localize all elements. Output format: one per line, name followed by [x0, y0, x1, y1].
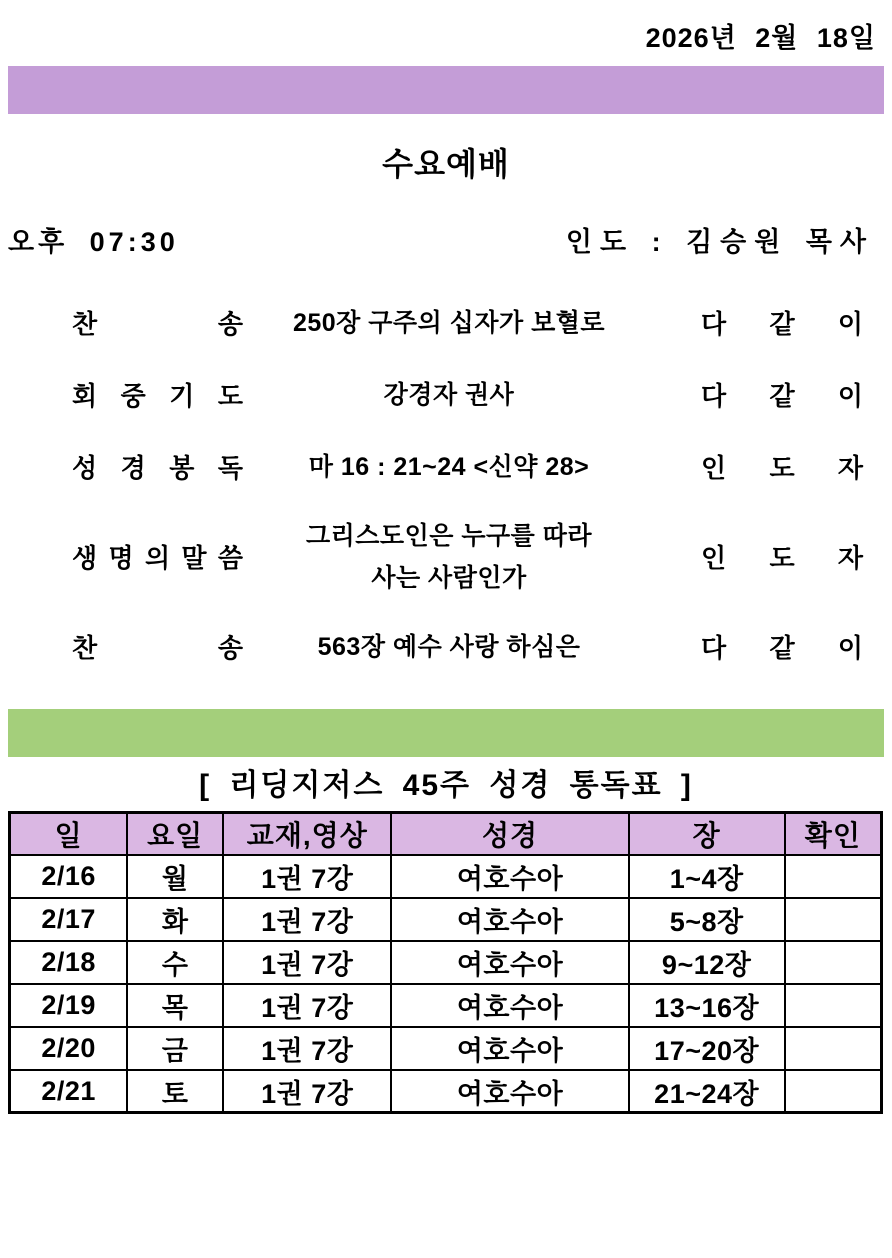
content-line: 사는 사람인가 — [371, 563, 527, 592]
table-row — [10, 898, 882, 941]
service-row-hymn-2 — [0, 623, 892, 671]
cell-date: 2/18 — [10, 941, 128, 984]
service-item-label: 찬 송 — [72, 309, 243, 340]
content-line: 그리스도인은 누구를 따라 — [305, 521, 593, 550]
cell-material: 1권 7강 — [223, 1027, 391, 1070]
cell-weekday: 금 — [127, 1027, 223, 1070]
green-divider-bar — [8, 709, 884, 757]
service-item-who: 다 같 이 — [701, 633, 863, 664]
service-item-label: 성 경 봉 독 — [72, 453, 243, 484]
service-item-who: 인 도 자 — [701, 453, 863, 484]
date-text: 2026년 2월 18일 — [645, 23, 876, 53]
service-item-who: 인 도 자 — [701, 543, 863, 574]
cell-check — [785, 941, 882, 984]
cell-material: 1권 7강 — [223, 898, 391, 941]
reading-table-title: [ 리딩지저스 45주 성경 통독표 ] — [199, 768, 693, 802]
purple-divider-bar — [8, 66, 884, 114]
cell-book: 여호수아 — [391, 1027, 628, 1070]
service-item-content — [243, 446, 701, 488]
service-item-content — [243, 302, 701, 344]
column-header-chapters: 장 — [629, 812, 785, 855]
service-item-label: 생 명 의 말 씀 — [72, 543, 243, 574]
cell-book: 여호수아 — [391, 984, 628, 1027]
service-order-list — [0, 299, 892, 671]
service-item-content — [243, 515, 701, 599]
cell-chapters: 17~20장 — [629, 1027, 785, 1070]
content-line: 563장 예수 사랑 하심은 — [317, 632, 581, 661]
cell-weekday: 화 — [127, 898, 223, 941]
column-header-material: 교재,영상 — [223, 812, 391, 855]
column-header-date: 일 — [10, 812, 128, 855]
cell-check — [785, 898, 882, 941]
cell-date: 2/16 — [10, 855, 128, 898]
time-leader-row — [0, 226, 892, 258]
cell-date: 2/17 — [10, 898, 128, 941]
table-header-row — [10, 812, 882, 855]
cell-date: 2/21 — [10, 1070, 128, 1113]
service-item-content — [243, 374, 701, 416]
service-item-label: 찬 송 — [72, 633, 243, 664]
cell-date: 2/19 — [10, 984, 128, 1027]
cell-chapters: 13~16장 — [629, 984, 785, 1027]
table-row — [10, 941, 882, 984]
cell-weekday: 수 — [127, 941, 223, 984]
cell-material: 1권 7강 — [223, 1070, 391, 1113]
cell-check — [785, 1070, 882, 1113]
service-item-content — [243, 626, 701, 668]
table-row — [10, 855, 882, 898]
column-header-check: 확인 — [785, 812, 882, 855]
service-item-label: 회 중 기 도 — [72, 381, 243, 412]
table-row — [10, 1070, 882, 1113]
cell-chapters: 21~24장 — [629, 1070, 785, 1113]
service-time: 오후 07:30 — [8, 227, 179, 258]
cell-check — [785, 1027, 882, 1070]
content-line: 강경자 권사 — [383, 380, 515, 409]
cell-check — [785, 984, 882, 1027]
cell-chapters: 1~4장 — [629, 855, 785, 898]
column-header-weekday: 요일 — [127, 812, 223, 855]
cell-material: 1권 7강 — [223, 855, 391, 898]
cell-weekday: 목 — [127, 984, 223, 1027]
cell-date: 2/20 — [10, 1027, 128, 1070]
cell-weekday: 월 — [127, 855, 223, 898]
column-header-book: 성경 — [391, 812, 628, 855]
service-title: 수요예배 — [382, 146, 510, 183]
service-row-congregational-prayer — [0, 371, 892, 419]
content-line: 마 16 : 21~24 <신약 28> — [308, 452, 590, 481]
cell-book: 여호수아 — [391, 1070, 628, 1113]
cell-chapters: 5~8장 — [629, 898, 785, 941]
cell-book: 여호수아 — [391, 898, 628, 941]
content-line: 250장 구주의 십자가 보혈로 — [292, 308, 606, 337]
service-row-sermon — [0, 515, 892, 599]
service-item-who: 다 같 이 — [701, 309, 863, 340]
cell-chapters: 9~12장 — [629, 941, 785, 984]
cell-material: 1권 7강 — [223, 984, 391, 1027]
cell-weekday: 토 — [127, 1070, 223, 1113]
reading-table — [8, 811, 883, 1115]
table-row — [10, 1027, 882, 1070]
service-row-hymn-1 — [0, 299, 892, 347]
service-item-who: 다 같 이 — [701, 381, 863, 412]
cell-book: 여호수아 — [391, 941, 628, 984]
table-row — [10, 984, 882, 1027]
cell-material: 1권 7강 — [223, 941, 391, 984]
cell-book: 여호수아 — [391, 855, 628, 898]
cell-check — [785, 855, 882, 898]
service-leader: 인도 : 김승원 목사 — [565, 227, 874, 258]
service-row-scripture-reading — [0, 443, 892, 491]
